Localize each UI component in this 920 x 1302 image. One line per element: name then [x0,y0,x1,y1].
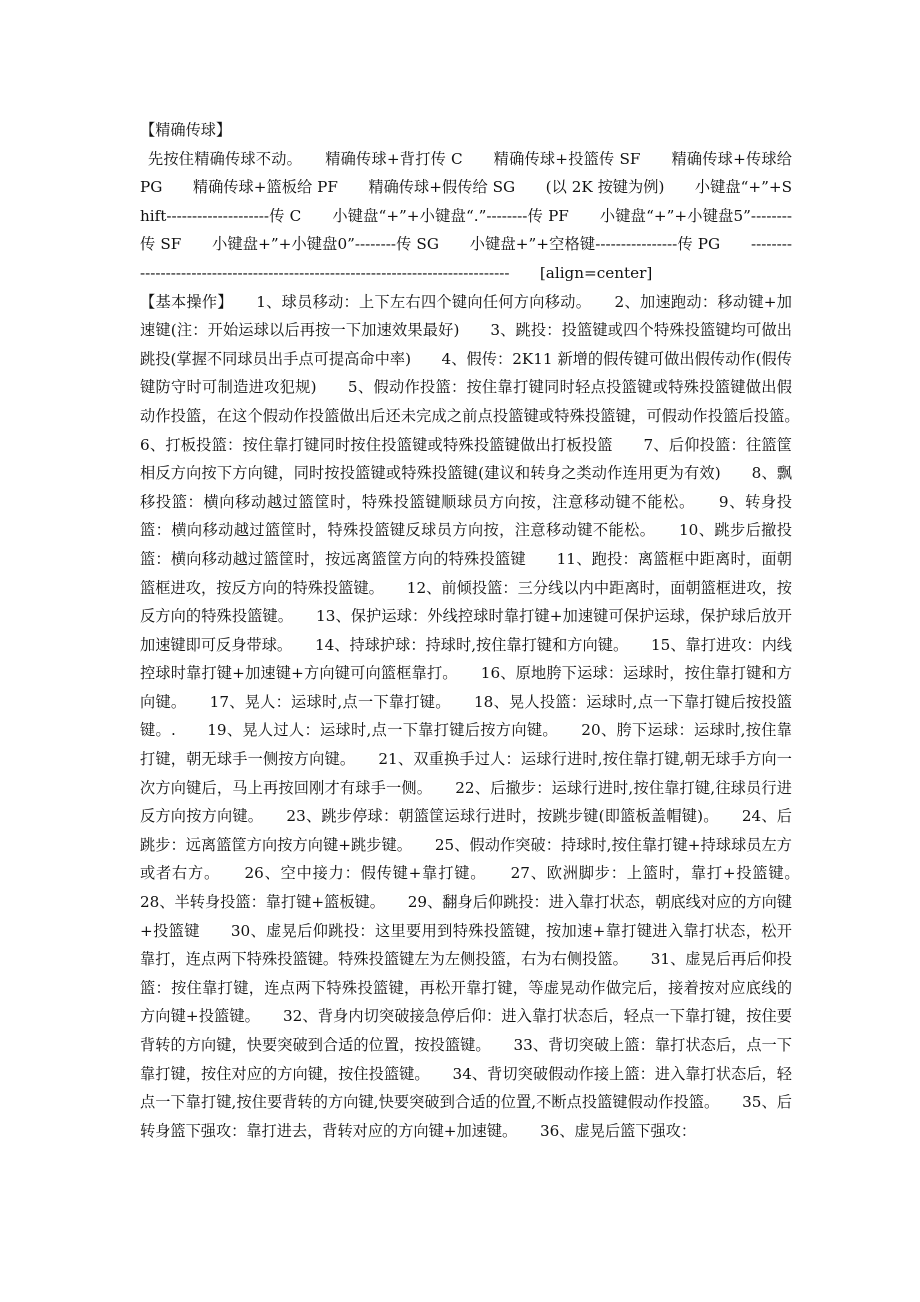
basic-ops-body: 1、球员移动：上下左右四个键向任何方向移动。 2、加速跑动：移动键+加速键(注：开始运球以后再按一下加速效果最好) 3、跳投：投篮键或四个特殊投篮键均可做出跳投(掌握不同球员出手点可提高命中率) 4、假传：2K11 新增的假传键可做出假传动作(假传键防守时可制造进攻犯规) 5、假动作投篮：按住靠打键同时轻点投篮键或特殊投篮键做出假动作投篮，在这个假动作投篮做出后还未完成之前点投篮键或特殊投篮键，可假动作投篮后投篮。 6、打板投篮：按住靠打键同时按住投篮键或特殊投篮键做出打板投篮 7、后仰投篮：往篮筐相反方向按下方向键，同时按投篮键或特殊投篮键(建议和转身之类动作连用更为有效) 8、飘移投篮：横向移动越过篮筐时，特殊投篮键顺球员方向按，注意移动键不能松。 9、转身投篮：横向移动越过篮筐时，特殊投篮键反球员方向按，注意移动键不能松。 10、跳步后撤投篮：横向移动越过篮筐时，按远离篮筐方向的特殊投篮键 11、跑投：离篮框中距离时，面朝篮框进攻，按反方向的特殊投篮键。 12、前倾投篮：三分线以内中距离时，面朝篮框进攻，按反方向的特殊投篮键。 13、保护运球：外线控球时靠打键+加速键可保护运球，保护球后放开加速键即可反身带球。 14、持球护球：持球时,按住靠打键和方向键。 15、靠打进攻：内线控球时靠打键+加速键+方向键可向篮框靠打。 16、原地胯下运球：运球时，按住靠打键和方向键。 17、晃人：运球时,点一下靠打键。 18、晃人投篮：运球时,点一下靠打键后按投篮键。. 19、晃人过人：运球时,点一下靠打键后按方向键。 20、胯下运球：运球时,按住靠打键，朝无球手一侧按方向键。 21、双重换手过人：运球行进时,按住靠打键,朝无球手方向一次方向键后，马上再按回刚才有球手一侧。 22、后撤步：运球行进时,按住靠打键,往球员行进反方向按方向键。 23、跳步停球：朝篮筐运球行进时，按跳步键(即篮板盖帽键)。 24、后跳步：远离篮筐方向按方向键+跳步键。 25、假动作突破：持球时,按住靠打键+持球球员左方或者右方。 26、空中接力：假传键+靠打键。 27、欧洲脚步：上篮时，靠打+投篮键。 28、半转身投篮：靠打键+篮板键。 29、翻身后仰跳投：进入靠打状态，朝底线对应的方向键+投篮键 30、虚晃后仰跳投：这里要用到特殊投篮键，按加速+靠打键进入靠打状态，松开靠打，连点两下特殊投篮键。特殊投篮键左为左侧投篮，右为右侧投篮。 31、虚晃后再后仰投篮：按住靠打键，连点两下特殊投篮键，再松开靠打键，等虚晃动作做完后，接着按对应底线的方向键+投篮键。 32、背身内切突破接急停后仰：进入靠打状态后，轻点一下靠打键，按住要背转的方向键，快要突破到合适的位置，按投篮键。 33、背切突破上篮：靠打状态后，点一下靠打键，按住对应的方向键，按住投篮键。 34、背切突破假动作接上篮：进入靠打状态后，轻点一下靠打键,按住要背转的方向键,快要突破到合适的位置,不断点投篮键假动作投篮。 35、后转身篮下强攻：靠打进去，背转对应的方向键+加速键。 36、虚晃后篮下强攻： [140,292,823,1140]
basic-ops-heading: 【基本操作】 [140,292,226,311]
basic-ops-paragraph [140,288,823,1146]
precise-pass-body: 先按住精确传球不动。 精确传球+背打传 C 精确传球+投篮传 SF 精确传球+传球给 PG 精确传球+篮板给 PF 精确传球+假传给 SG (以 2K 按键为例) 小键盘“+”+Shift--------------------传 C 小键盘“+”+小键盘“.”--------传 PF 小键盘“+”+小键盘5”--------传 SF 小键盘+”+小键盘0”--------传 SG 小键盘+”+空格键----------------传 PG -------------------------------------------------------------------------------- [align=center] [140,149,792,282]
document-page [140,116,823,1145]
precise-pass-heading: 【精确传球】 [140,121,232,139]
